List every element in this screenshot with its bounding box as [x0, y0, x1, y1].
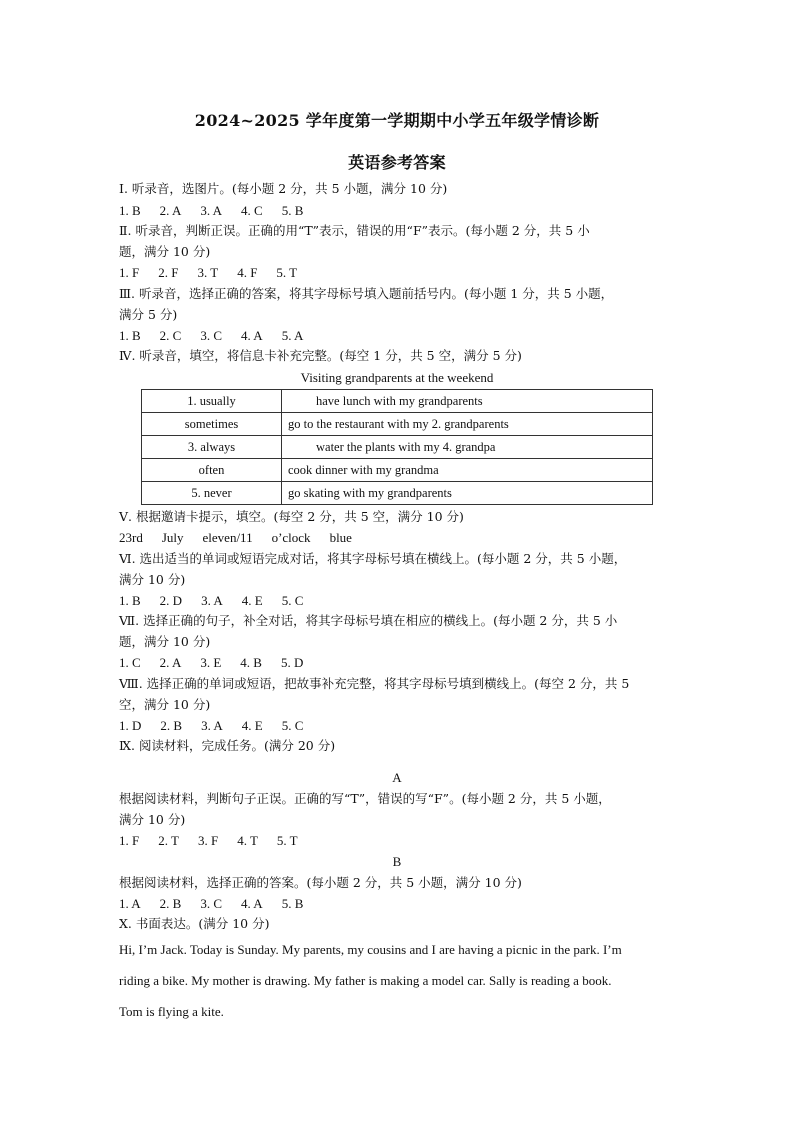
- table-row: [142, 390, 653, 413]
- frequency-cell: 3. always: [142, 436, 282, 459]
- frequency-cell: 1. usually: [142, 390, 282, 413]
- section-2-heading: Ⅱ. 听录音，判断正误。正确的用“T”表示，错误的用“F”表示。(每小题 2 分，共 5 小: [119, 223, 590, 238]
- table-row: [142, 482, 653, 505]
- answer: 5. B: [281, 203, 304, 218]
- part-b-answers: [119, 894, 679, 914]
- answer: 1. A: [119, 896, 141, 911]
- answer: 5. A: [281, 328, 304, 343]
- section-7-heading: Ⅶ. 选择正确的句子，补全对话，将其字母标号填在相应的横线上。(每小题 2 分，共 5 小: [119, 613, 618, 628]
- answer: 2. A: [159, 203, 182, 218]
- section-6-answers: [119, 591, 679, 611]
- part-a-answers: [119, 831, 679, 851]
- activity-text: have lunch with my grandparents: [316, 393, 483, 408]
- answer: 3. A: [200, 203, 223, 218]
- activity-text: cook dinner with my grandma: [288, 462, 439, 477]
- activity-cell: [282, 459, 653, 482]
- activity-cell: [282, 390, 653, 413]
- answer: 4. C: [241, 203, 263, 218]
- frequency-cell: often: [142, 459, 282, 482]
- frequency-cell: sometimes: [142, 413, 282, 436]
- answer: 1. F: [119, 833, 140, 848]
- answer: 3. A: [201, 593, 223, 608]
- activity-text: go skating with my grandparents: [288, 485, 452, 500]
- answer: 4. T: [237, 833, 258, 848]
- answer: 3. A: [201, 718, 223, 733]
- activity-text: water the plants with my 4. grandpa: [316, 439, 496, 454]
- answer: blue: [329, 530, 352, 545]
- answer: 4. E: [241, 593, 263, 608]
- section-10-heading: X. 书面表达。(满分 10 分): [119, 916, 270, 931]
- activity-cell: [282, 436, 653, 459]
- answer: 1. B: [119, 328, 141, 343]
- table-row: [142, 436, 653, 459]
- answer: July: [161, 530, 184, 545]
- section-9-heading: Ⅸ. 阅读材料，完成任务。(满分 20 分): [119, 738, 336, 753]
- info-card-table: [141, 389, 653, 505]
- answer: 5. B: [281, 896, 304, 911]
- section-1-heading: Ⅰ. 听录音，选图片。(每小题 2 分，共 5 小题，满分 10 分): [119, 181, 448, 196]
- section-3-heading-cont: 满分 5 分): [119, 307, 178, 322]
- section-8-heading-cont: 空，满分 10 分): [119, 697, 211, 712]
- activity-text: go to the restaurant with my 2. grandparents: [288, 416, 509, 431]
- section-8-heading: Ⅷ. 选择正确的单词或短语，把故事补充完整，将其字母标号填到横线上。(每空 2 分，共 5: [119, 676, 630, 691]
- answer: 3. F: [197, 833, 219, 848]
- answer: 3. C: [200, 328, 223, 343]
- answer: 5. C: [281, 593, 304, 608]
- part-a-heading: 根据阅读材料，判断句子正误。正确的写“T”，错误的写“F”。(每小题 2 分，共 5 小题，: [119, 791, 611, 806]
- answer: 1. B: [119, 593, 141, 608]
- answer: 5. T: [276, 833, 298, 848]
- answer: 4. B: [240, 655, 262, 670]
- answer: 3. C: [200, 896, 223, 911]
- answer: 2. D: [159, 593, 183, 608]
- table-row: [142, 413, 653, 436]
- page-title: 2024~2025 学年度第一学期期中小学五年级学情诊断: [194, 111, 600, 130]
- answer: 1. C: [119, 655, 141, 670]
- part-a-heading-cont: 满分 10 分): [119, 812, 186, 827]
- answer: 3. T: [197, 265, 219, 280]
- answer: eleven/11: [202, 530, 253, 545]
- section-3-answers: [119, 326, 679, 346]
- section-1-answers: [119, 201, 679, 221]
- table-row: [142, 459, 653, 482]
- answer: 3. E: [200, 655, 222, 670]
- section-6-heading: Ⅵ. 选出适当的单词或短语完成对话，将其字母标号填在横线上。(每小题 2 分，共 5 小题，: [119, 551, 627, 566]
- answer: 4. F: [237, 265, 258, 280]
- section-2-answers: [119, 263, 679, 283]
- answer: 4. A: [241, 328, 263, 343]
- answer: 4. A: [241, 896, 263, 911]
- page-subtitle: 英语参考答案: [348, 153, 446, 172]
- part-b-label: B: [392, 854, 402, 869]
- section-5-answers: [119, 528, 679, 548]
- answer: 1. D: [119, 718, 142, 733]
- answer: 5. D: [280, 655, 304, 670]
- answer: o’clock: [271, 530, 311, 545]
- answer: 2. T: [158, 833, 179, 848]
- section-7-heading-cont: 题，满分 10 分): [119, 634, 211, 649]
- section-6-heading-cont: 满分 10 分): [119, 572, 186, 587]
- answer: 5. T: [276, 265, 298, 280]
- section-5-heading: Ⅴ. 根据邀请卡提示，填空。(每空 2 分，共 5 空，满分 10 分): [119, 509, 464, 524]
- frequency-cell: 5. never: [142, 482, 282, 505]
- answer: 4. E: [241, 718, 263, 733]
- essay-line: riding a bike. My mother is drawing. My father is making a model car. Sally is reading a book.: [119, 973, 612, 988]
- essay-line: Tom is flying a kite.: [119, 1004, 224, 1019]
- answer: 5. C: [281, 718, 304, 733]
- activity-cell: [282, 413, 653, 436]
- essay-line: Hi, I’m Jack. Today is Sunday. My parents, my cousins and I are having a picnic in the park. I’m: [119, 942, 622, 957]
- info-card-caption: Visiting grandparents at the weekend: [300, 370, 494, 385]
- answer: 2. F: [158, 265, 179, 280]
- answer: 1. F: [119, 265, 140, 280]
- answer: 1. B: [119, 203, 141, 218]
- section-2-heading-cont: 题，满分 10 分): [119, 244, 211, 259]
- answer: 2. B: [160, 718, 183, 733]
- part-a-label: A: [392, 770, 402, 785]
- section-8-answers: [119, 716, 679, 736]
- answer: 2. C: [159, 328, 182, 343]
- activity-cell: [282, 482, 653, 505]
- section-7-answers: [119, 653, 679, 673]
- answer: 23rd: [119, 530, 143, 545]
- answer: 2. B: [159, 896, 182, 911]
- section-4-heading: Ⅳ. 听录音，填空，将信息卡补充完整。(每空 1 分，共 5 空，满分 5 分): [119, 348, 522, 363]
- answer: 2. A: [159, 655, 182, 670]
- part-b-heading: 根据阅读材料，选择正确的答案。(每小题 2 分，共 5 小题，满分 10 分): [119, 875, 522, 890]
- section-3-heading: Ⅲ. 听录音，选择正确的答案，将其字母标号填入题前括号内。(每小题 1 分，共 5 小题，: [119, 286, 614, 301]
